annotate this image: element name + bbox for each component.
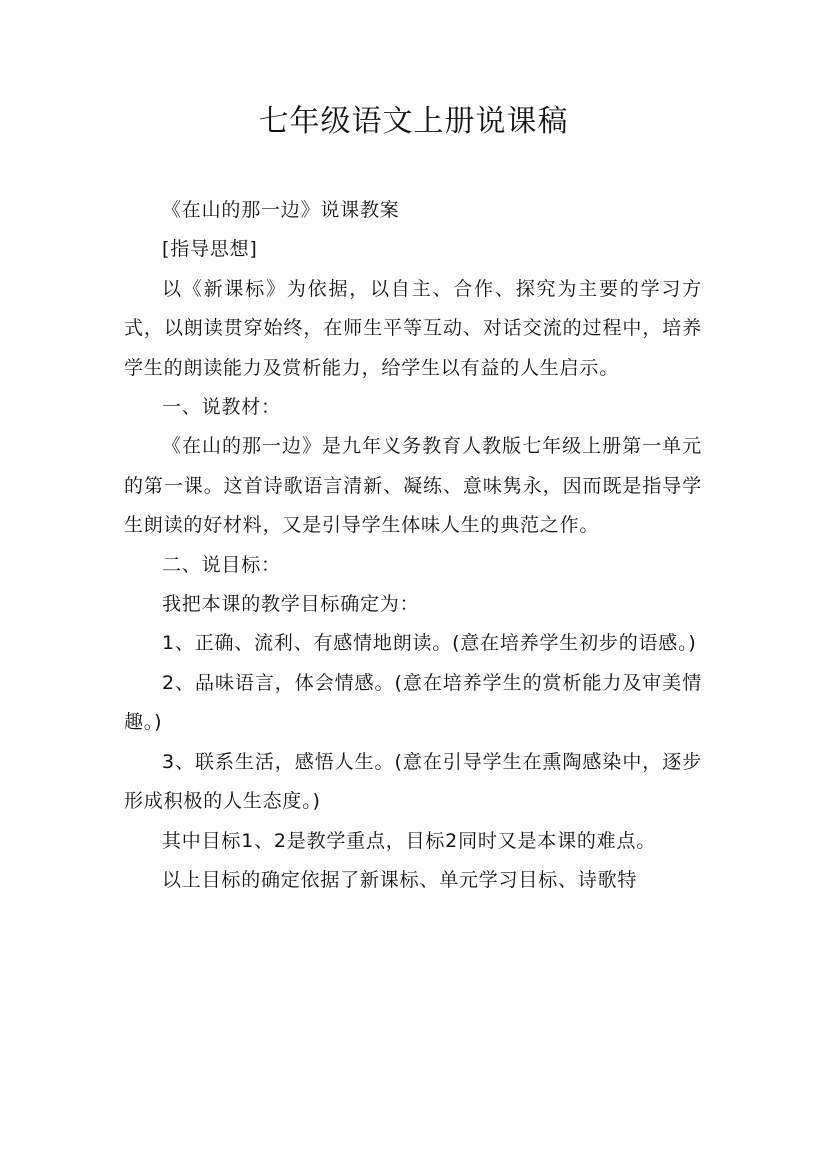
objective-item: 1、正确、流利、有感情地朗读。(意在培养学生初步的语感。): [162, 632, 697, 655]
objective-item: 3、联系生活，感悟人生。(意在引导学生在熏陶感染中，逐步形成积极的人生态度。): [124, 750, 702, 813]
objective-item: 2、品味语言，体会情感。(意在培养学生的赏析能力及审美情趣。): [124, 671, 702, 734]
basis-paragraph: 以上目标的确定依据了新课标、单元学习目标、诗歌特: [162, 868, 638, 891]
key-points-paragraph: 其中目标1、2是教学重点，目标2同时又是本课的难点。: [162, 829, 657, 852]
lesson-plan-heading: 《在山的那一边》说课教案: [162, 199, 400, 221]
objectives-intro: 我把本课的教学目标确定为：: [162, 593, 420, 616]
section-heading-objectives: 二、说目标：: [162, 553, 281, 576]
guiding-thought-paragraph: 以《新课标》为依据，以自主、合作、探究为主要的学习方式，以朗读贯穿始终，在师生平等互动、对话交流的过程中，培养学生的朗读能力及赏析能力，给学生以有益的人生启示。: [124, 277, 702, 379]
document-title: 七年级语文上册说课稿: [258, 104, 569, 139]
textbook-paragraph: 《在山的那一边》是九年义务教育人教版七年级上册第一单元的第一课。这首诗歌语言清新、凝练、意味隽永，因而既是指导学生朗读的好材料，又是引导学生体味人生的典范之作。: [124, 435, 702, 537]
document-body: [124, 191, 702, 900]
guiding-thought-heading: [指导思想]: [162, 238, 258, 261]
section-heading-textbook: 一、说教材：: [162, 396, 281, 419]
